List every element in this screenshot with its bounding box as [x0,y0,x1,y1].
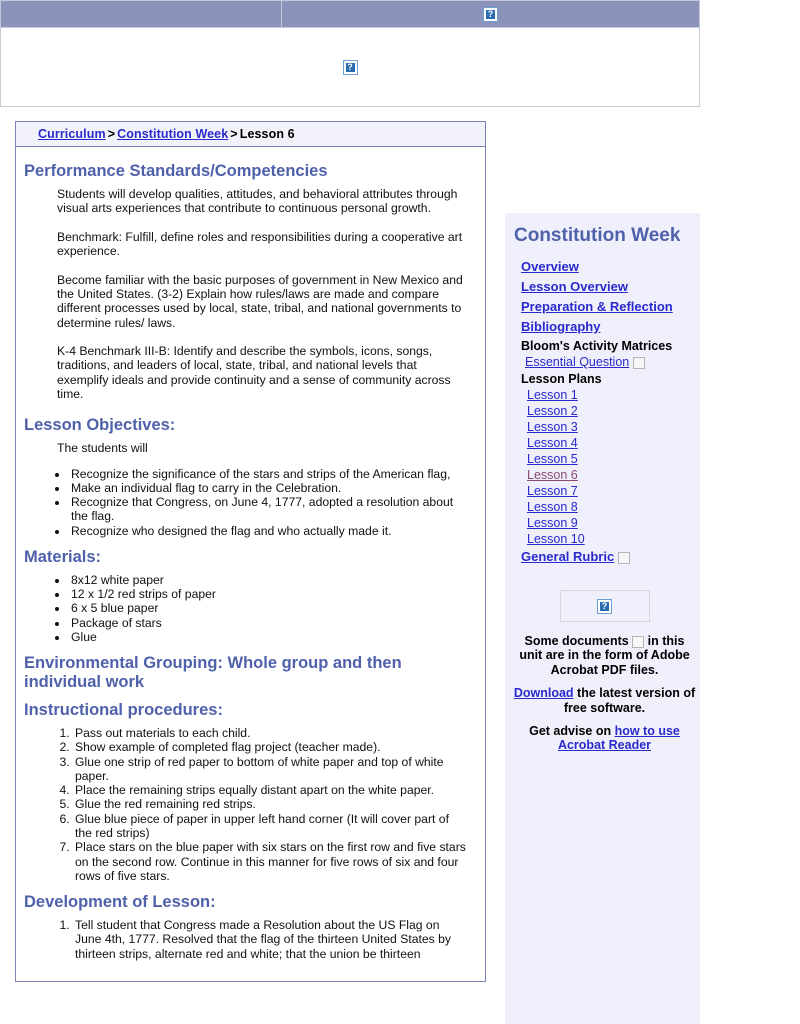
download-link[interactable]: Download [513,686,574,701]
banner-right-cell[interactable] [281,0,700,28]
list-item: • 6 x 5 blue paper [69,601,467,615]
paragraph: Benchmark: Fulfill, define roles and responsibilities during a cooperative art experience. [57,229,463,259]
broken-image-icon: ? [484,8,497,21]
sidebar-item-bibliography[interactable]: Bibliography [521,319,601,334]
paragraph: Become familiar with the basic purposes of government in New Mexico and the United States. (3-2) Explain how rules/laws are made and compare different processes used by local, state, tribal, and national governments to determine rules/ laws. [57,272,463,330]
list-item: 4. Place the remaining strips equally distant apart on the white paper. [73,783,467,797]
list-item: 1. Pass out materials to each child. [73,726,467,740]
list-item: • Recognize that Congress, on June 4, 1777, adopted a resolution about the flag. [69,495,467,524]
materials-list [20,573,467,644]
breadcrumb-link-curriculum[interactable]: Curriculum [38,127,106,141]
breadcrumb-separator: > [230,127,238,141]
lesson-content-box [15,121,486,982]
pdf-placeholder-icon [633,357,645,369]
sidebar-item-lesson-8[interactable]: Lesson 8 [527,500,578,514]
list-item: • 8x12 white paper [69,573,467,587]
paragraph: Students will develop qualities, attitudes, and behavioral attributes through visual arts experiences that contribute to continuous personal growth. [57,186,458,216]
section-heading-materials: Materials: [24,547,102,566]
sidebar-item-lesson-5[interactable]: Lesson 5 [527,452,578,466]
list-item: • 12 x 1/2 red strips of paper [69,587,467,601]
list-item: • Package of stars [69,616,467,630]
banner-bar-row [0,0,700,28]
download-note-rest: the latest version of free software. [563,686,696,715]
pdf-note-part1: Some documents [524,634,629,648]
acrobat-reader-help-link[interactable]: how to use Acrobat Reader [557,723,680,753]
sidebar-label-lesson-plans: Lesson Plans [521,372,602,386]
download-note [513,686,696,715]
sidebar-label-blooms-activity-matrices: Bloom's Activity Matrices [521,339,673,353]
sidebar-item-lesson-1[interactable]: Lesson 1 [527,388,578,402]
section-heading-development-of-lesson: Development of Lesson: [24,893,216,912]
banner-logo-area [0,28,700,107]
section-heading-performance-standards: Performance Standards/Competencies [24,162,328,180]
sidebar [505,213,700,1024]
instructional-procedures-list [20,726,467,883]
list-item: 6. Glue blue piece of paper in upper left hand corner (It will cover part of the red strips) [73,812,467,841]
development-of-lesson-list [20,918,467,961]
sidebar-item-essential-question[interactable]: Essential Question [525,355,630,369]
main-content-column [0,107,505,982]
paragraph: K-4 Benchmark III-B: Identify and describe the symbols, icons, songs, traditions, and leaders of local, state, tribal, and national levels that exemplify ideals and provide continuity and a sense of community across time. [57,344,451,402]
pdf-note [513,634,696,677]
sidebar-item-lesson-3[interactable]: Lesson 3 [527,420,578,434]
lesson-objectives-list [20,467,467,538]
sidebar-item-lesson-4[interactable]: Lesson 4 [527,436,578,450]
sidebar-item-general-rubric-row [521,549,700,564]
sidebar-item-lesson-9[interactable]: Lesson 9 [527,516,578,530]
list-item: • Glue [69,630,467,644]
list-item: • Make an individual flag to carry in the Celebration. [69,481,467,495]
list-item: 5. Glue the red remaining red strips. [73,797,467,811]
broken-image-icon: ? [344,61,357,74]
top-banner [0,0,700,107]
sidebar-item-lesson-7[interactable]: Lesson 7 [527,484,578,498]
lesson-objectives-lead: The students will [57,440,148,455]
sidebar-item-general-rubric[interactable]: General Rubric [521,549,615,564]
sidebar-item-essential-question-row [525,355,700,369]
lesson-content-inner [16,147,485,981]
sidebar-title: Constitution Week [514,225,681,246]
list-item: 2. Show example of completed flag project (teacher made). [73,740,467,754]
pdf-note-part2: in this unit are in the form of Adobe Acrobat PDF files. [519,634,690,677]
section-heading-lesson-objectives: Lesson Objectives: [24,415,176,434]
sidebar-item-lesson-2[interactable]: Lesson 2 [527,404,578,418]
list-item: • Recognize the significance of the stars and strips of the American flag, [69,467,467,481]
list-item: 3. Glue one strip of red paper to bottom of white paper and top of white paper. [73,755,467,784]
sidebar-item-lesson-10[interactable]: Lesson 10 [527,532,585,546]
list-item: • Recognize who designed the flag and who actually made it. [69,524,467,538]
breadcrumb-current: Lesson 6 [239,127,295,141]
section-heading-environmental-grouping: Environmental Grouping: Whole group and then individual work [24,654,402,692]
advise-prefix: Get advise on [529,723,612,738]
sidebar-image-placeholder[interactable] [560,590,650,622]
page-body [0,107,800,1024]
breadcrumb-link-constitution-week[interactable]: Constitution Week [117,127,229,141]
pdf-placeholder-icon [632,636,644,648]
list-item: 7. Place stars on the blue paper with six stars on the first row and five stars on the second row. Continue in this manner for five rows of six and four rows of five stars. [73,840,467,883]
sidebar-item-lesson-overview[interactable]: Lesson Overview [521,279,628,294]
sidebar-item-lesson-6[interactable]: Lesson 6 [527,468,578,482]
banner-left-cell [0,0,281,28]
breadcrumb-separator: > [107,127,116,141]
breadcrumb [16,122,485,147]
list-item: 1. Tell student that Congress made a Resolution about the US Flag on June 4th, 1777. Resolved that the flag of the thirteen United States by thirteen strips, alternate red and white; that the union be thirteen [73,918,467,961]
sidebar-item-preparation-reflection[interactable]: Preparation & Reflection [521,299,673,314]
broken-image-icon: ? [598,600,611,613]
pdf-placeholder-icon [618,552,630,564]
advise-note [513,724,696,753]
section-heading-instructional-procedures: Instructional procedures: [24,701,223,720]
sidebar-item-overview[interactable]: Overview [521,259,579,274]
